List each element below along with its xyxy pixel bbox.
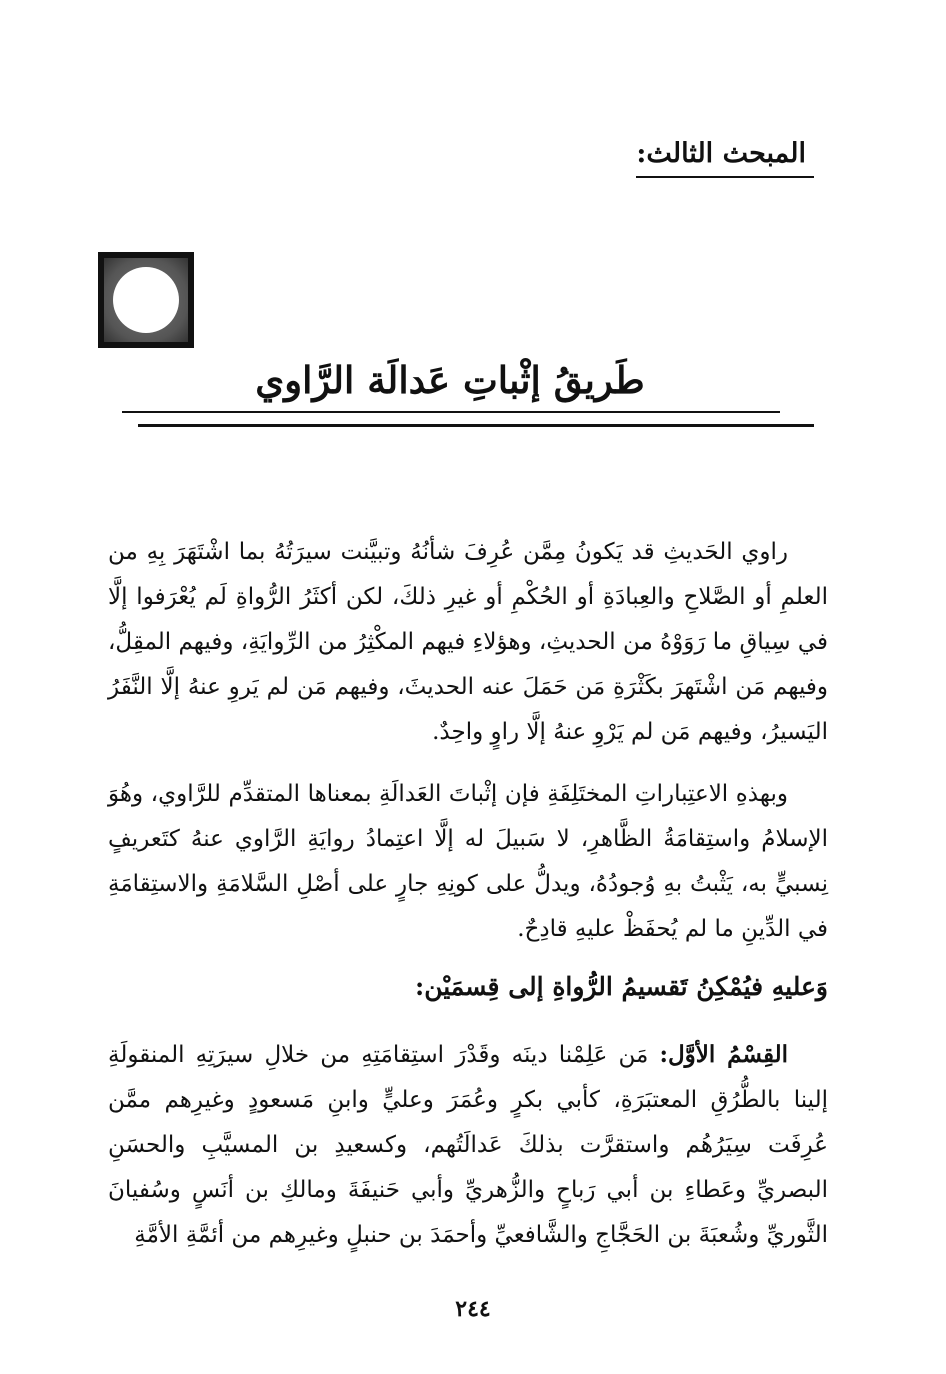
paragraph-1 <box>108 530 828 755</box>
chapter-emblem-icon <box>98 252 194 348</box>
paragraph-1-text: راوي الحَديثِ قد يَكونُ مِمَّن عُرِفَ شأنُهُ وتبيَّنت سيرَتُهُ بما اشْتَهَرَ بِهِ من العلمِ أو الصَّلاحِ والعِبادَةِ أو الحُكْمِ أو غيرِ ذلكَ، لكن أكثَرُ الرُّواةِ لَم يُعْرَفوا إلَّا في سِياقِ ما رَوَوْهُ من الحديثِ، وهؤلاءِ فيهم المكْثِرُ من الرِّوايَةِ، وفيهم المقِلُّ، وفيهم مَن اشْتَهرَ بكَثْرَةِ مَن حَمَلَ عنه الحديثَ، وفيهم مَن لم يَروِ عنهُ إلَّا النَّفَرُ اليَسيرُ، وفيهم مَن لم يَرْوِ عنهُ إلَّا راوٍ واحِدٌ. <box>108 539 828 745</box>
paragraph-2-text: وبهذهِ الاعتِباراتِ المختَلِفَةِ فإن إثْباتَ العَدالَةِ بمعناها المتقدِّم للرَّاوي، وهُوَ الإسلامُ واستِقامَةُ الظَّاهرِ، لا سَبيلَ له إلَّا اعتِمادُ روايَةِ الرَّاوي عنهُ كتَعريفٍ نِسبيٍّ به، يَثْبتُ بهِ وُجودُهُ، ويدلُّ على كونِهِ جارٍ على أصْلِ السَّلامَةِ والاستِقامَةِ في الدِّينِ ما لم يُحفَظْ عليهِ قادِحٌ. <box>108 781 828 942</box>
title-rule-thick <box>138 424 814 427</box>
chapter-title: طَريقُ إثْباتِ عَدالَة الرَّاوي <box>255 358 645 402</box>
emblem-circle <box>113 267 179 333</box>
emblem-frame <box>104 258 188 342</box>
paragraph-2 <box>108 772 828 952</box>
section-label: المبحث الثالث: <box>636 138 806 169</box>
page-number: ٢٤٤ <box>455 1296 491 1322</box>
paragraph-3 <box>108 1032 828 1258</box>
paragraph-3-text: مَن عَلِمْنا دينَه وقَدْرَ استِقامَتِهِ من خلالِ سيرَتِهِ المنقولَةِ إلينا بالطُّرُقِ المعتبَرَةِ، كأبي بكرٍ وعُمَرَ وعليٍّ وابنِ مَسعودٍ وغيرِهم ممَّن عُرِفَت سِيَرُهُم واستقرَّت بذلكَ عَدالَتُهم، وكسعيدِ بن المسيَّبِ والحسَنِ البصريِّ وعَطاءِ بن أبي رَباحٍ والزُّهريِّ وأبي حَنيفَةَ ومالكِ بن أنَسٍ وسُفيانَ الثَّوريِّ وشُعبَةَ بن الحَجَّاجِ والشَّافعيِّ وأحمَدَ بن حنبلٍ وغيرِهم من أئمَّةِ الأمَّةِ <box>108 1042 828 1248</box>
subheading: وَعليهِ فيُمْكِنُ تَقسيمُ الرُّواةِ إلى قِسمَيْن: <box>415 972 828 1001</box>
title-rule-thin <box>122 411 780 413</box>
paragraph-3-lead: القِسْمُ الأوَّل: <box>659 1041 789 1068</box>
section-underline <box>636 176 814 178</box>
